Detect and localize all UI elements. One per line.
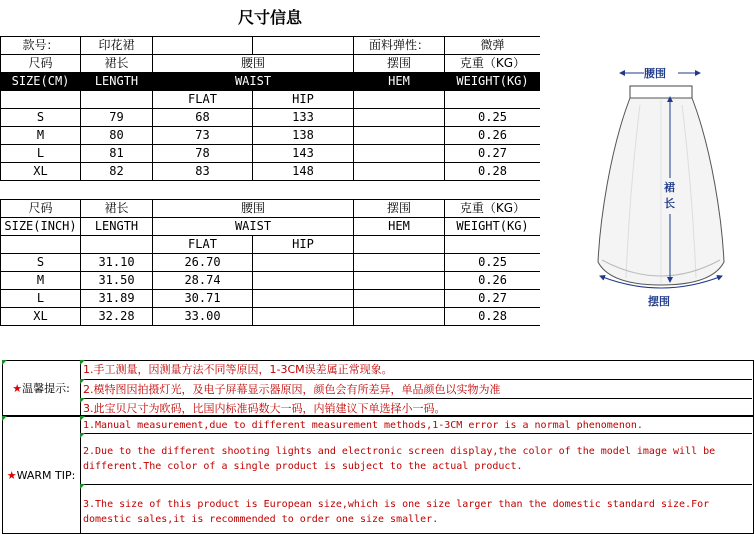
cell-hip: 143 [253,145,354,163]
col-weight: 克重（KG） [445,55,541,73]
col-hip: HIP [253,236,354,254]
star-icon: ★ [6,468,17,482]
cell-weight: 0.27 [445,145,541,163]
col-length-en: LENGTH [81,218,153,236]
elasticity-value: 微弹 [445,37,541,55]
table-row [1,290,541,308]
cell-weight: 0.28 [445,308,541,326]
col-hem-en: HEM [354,218,445,236]
cell-size: XL [1,308,81,326]
header-row-en [1,218,541,236]
style-value: 印花裙 [81,37,153,55]
cell-hem [354,308,445,326]
cell-weight: 0.28 [445,163,541,181]
tip-en-2: 2.Due to the different shooting lights and electronic screen display,the color of the model image will be different.The color of a single product is subject to the actual product. [80,433,752,484]
cell-flat: 78 [153,145,253,163]
cell-flat: 30.71 [153,290,253,308]
cell-length: 80 [81,127,153,145]
product-info-row [1,37,541,55]
tip-cn-1: 1.手工测量，因测量方法不同等原因，1-3CM误差属正常现象。 [83,363,393,376]
elasticity-label: 面料弹性： [354,37,445,55]
col-length-en: LENGTH [81,73,153,91]
col-weight-en: WEIGHT(KG) [445,73,541,91]
col-size-en: SIZE(INCH) [1,218,81,236]
cell-hem [354,254,445,272]
cell-length: 82 [81,163,153,181]
hem-label: 摆围 [648,295,670,308]
header-row-cn [1,55,541,73]
cell-length: 31.50 [81,272,153,290]
cell-hip: 133 [253,109,354,127]
col-waist-en: WAIST [153,218,354,236]
tip-en-1: 1.Manual measurement,due to different measurement methods,1-3CM error is a normal phenomenon. [83,420,643,431]
tips-en-label-text: WARM TIP: [16,468,76,482]
cell-size: S [1,254,81,272]
cell-flat: 33.00 [153,308,253,326]
cell-size: L [1,145,81,163]
tip-cn-2: 2.模特图因拍摄灯光，及电子屏幕显示器原因，颜色会有所差异，单品颜色以实物为准 [80,379,752,398]
size-table-inch [0,199,541,326]
header-row-en [1,73,541,91]
sub-header-row [1,236,541,254]
cell-weight: 0.25 [445,254,541,272]
table-row [1,109,541,127]
cell-size: S [1,109,81,127]
cell-hem [354,109,445,127]
cell-weight: 0.25 [445,109,541,127]
table-row [1,308,541,326]
cell-length: 31.10 [81,254,153,272]
col-size: 尺码 [1,200,81,218]
tip-en-3: 3.The size of this product is European size,which is one size larger than the domestic standard size.For domestic sales,it is recommended to order one size smaller. [80,484,752,534]
col-hem: 摆围 [354,200,445,218]
cell-flat: 26.70 [153,254,253,272]
waistband-shape [630,86,692,98]
cell-hem [354,272,445,290]
col-weight-en: WEIGHT(KG) [445,218,541,236]
col-flat: FLAT [153,91,253,109]
table-row [1,272,541,290]
col-size-en: SIZE(CM) [1,73,81,91]
cell-flat: 83 [153,163,253,181]
col-waist: 腰围 [153,55,354,73]
col-weight: 克重（KG） [445,200,541,218]
cell-flat: 73 [153,127,253,145]
page-title: 尺寸信息 [237,8,302,27]
col-flat: FLAT [153,236,253,254]
col-waist: 腰围 [153,200,354,218]
table-row [1,254,541,272]
cell-hip [253,272,354,290]
cell-flat: 68 [153,109,253,127]
cell-size: M [1,127,81,145]
col-waist-en: WAIST [153,73,354,91]
col-hip: HIP [253,91,354,109]
waist-label: 腰围 [644,67,666,80]
cell-size: XL [1,163,81,181]
tips-cn-label-text: 温馨提示: [22,382,70,395]
header-row-cn [1,200,541,218]
cell-length: 32.28 [81,308,153,326]
cell-hem [354,145,445,163]
sub-header-row [1,91,541,109]
cell-weight: 0.26 [445,272,541,290]
tips-en-label [2,416,81,534]
cell-size: L [1,290,81,308]
size-table-cm [0,36,541,181]
cell-hip [253,308,354,326]
col-length: 裙长 [81,200,153,218]
cell-hem [354,163,445,181]
table-row [1,163,541,181]
tip-cn-3: 3.此宝贝尺寸为欧码，比国内标准码数大一码，内销建议下单选择小一码。 [80,398,752,416]
star-icon: ★ [12,381,23,395]
tips-section [0,358,755,535]
cell-hem [354,290,445,308]
table-row [1,127,541,145]
cell-length: 31.89 [81,290,153,308]
col-hem: 摆围 [354,55,445,73]
cell-hip: 148 [253,163,354,181]
length-label: 裙长 [664,181,675,210]
cell-hip: 138 [253,127,354,145]
cell-weight: 0.26 [445,127,541,145]
cell-weight: 0.27 [445,290,541,308]
cell-hip [253,254,354,272]
tips-cn-label [2,360,81,416]
col-length: 裙长 [81,55,153,73]
col-hem-en: HEM [354,73,445,91]
cell-length: 79 [81,109,153,127]
skirt-measurement-figure [540,0,755,358]
cell-hip [253,290,354,308]
cell-length: 81 [81,145,153,163]
cell-flat: 28.74 [153,272,253,290]
table-row [1,145,541,163]
col-size: 尺码 [1,55,81,73]
style-label: 款号： [1,37,81,55]
cell-hem [354,127,445,145]
cell-size: M [1,272,81,290]
